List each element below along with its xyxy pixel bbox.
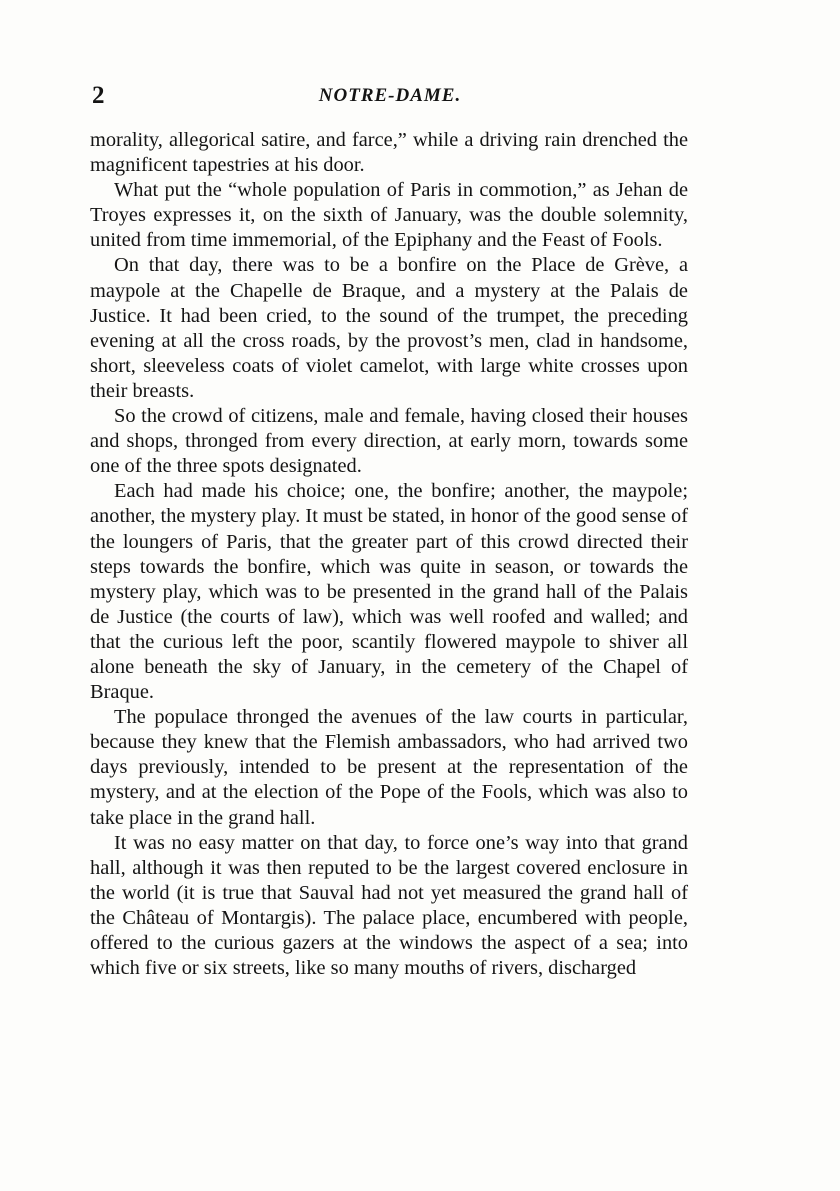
page-number: 2 <box>92 82 105 109</box>
paragraph: What put the “whole population of Paris in commotion,” as Jehan de Troyes expresses it, on the sixth of January, was the double solemnity, united from time immemorial, of the Epiphany and the Feast of Fools. <box>90 179 688 252</box>
running-head <box>92 80 688 112</box>
paragraph: morality, allegorical satire, and farce,” while a driving rain drenched the magnificent tapestries at his door. <box>90 129 688 177</box>
paragraph: Each had made his choice; one, the bonfire; another, the maypole; another, the mystery play. It must be stated, in honor of the good sense of the loungers of Paris, that the greater part of this crowd directed their steps towards the bonfire, which was quite in season, or towards the mystery play, which was to be presented in the grand hall of the Palais de Justice (the courts of law), which was well roofed and walled; and that the curious left the poor, scantily flowered maypole to shiver all alone beneath the sky of January, in the cemetery of the Chapel of Braque. <box>90 480 688 704</box>
paragraph: It was no easy matter on that day, to force one’s way into that grand hall, although it was then reputed to be the largest covered enclosure in the world (it is true that Sauval had not yet measured the grand hall of the Château of Montargis). The palace place, encumbered with people, offered to the curious gazers at the windows the aspect of a sea; into which five or six streets, like so many mouths of rivers, discharged <box>90 831 688 980</box>
paragraph: The populace thronged the avenues of the law courts in particular, because they knew that the Flemish ambassadors, who had arrived two days previously, intended to be present at the representation of the mystery, and at the election of the Pope of the Fools, which was also to take place in the grand hall. <box>90 706 688 829</box>
body-text <box>90 128 688 981</box>
paragraph: So the crowd of citizens, male and female, having closed their houses and shops, thronged from every direction, at early morn, towards some one of the three spots designated. <box>90 405 688 478</box>
running-title: NOTRE-DAME. <box>318 85 462 106</box>
paragraph: On that day, there was to be a bonfire on the Place de Grève, a maypole at the Chapelle de Braque, and a mystery at the Palais de Justice. It had been cried, to the sound of the trumpet, the preceding evening at all the cross roads, by the provost’s men, clad in handsome, short, sleeveless coats of violet camelot, with large white crosses upon their breasts. <box>90 254 688 402</box>
